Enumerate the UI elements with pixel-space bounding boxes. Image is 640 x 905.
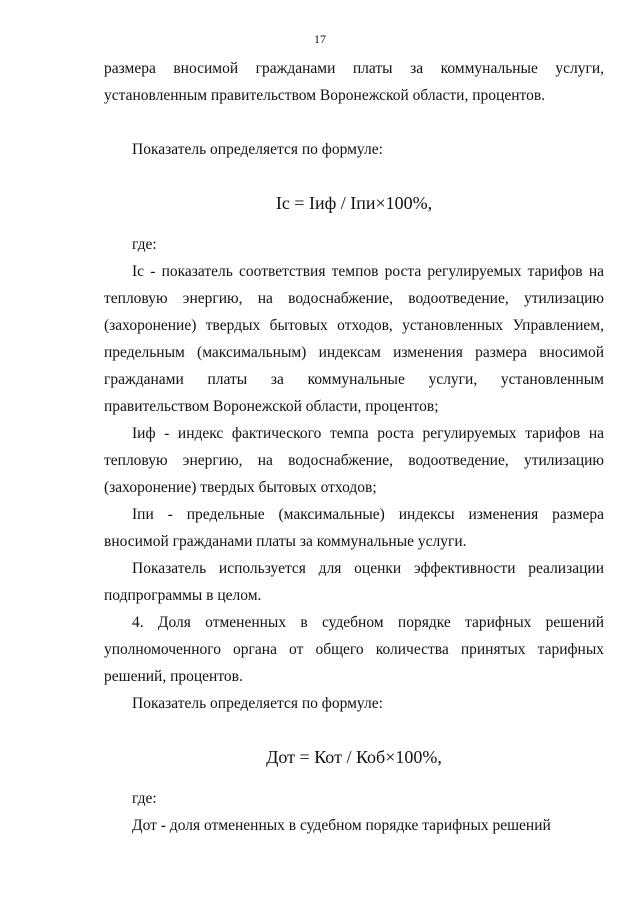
paragraph-continuation: размера вносимой гражданами платы за коммунальные услуги, установленным правительством Воронежской области, процентов.: [104, 60, 604, 104]
definition-ic: Iс - показатель соответствия темпов роста регулируемых тарифов на тепловую энергию, на водоснабжение, водоотведение, утилизацию (захоронение) твердых бытовых отходов, установленных Управлением, предельным (максимальным) индексам изменения размера вносимой гражданами платы за коммунальные услуги, установленным правительством Воронежской области, процентов;: [104, 263, 604, 415]
definition-ipi: Iпи - предельные (максимальные) индексы изменения размера вносимой гражданами платы за коммунальные услуги.: [104, 506, 604, 550]
formula-intro-2: Показатель определяется по формуле:: [132, 695, 383, 712]
document-body: [104, 55, 604, 839]
where-label-2: где:: [132, 790, 157, 807]
formula-intro: Показатель определяется по формуле:: [132, 141, 383, 158]
usage-note: Показатель используется для оценки эффективности реализации подпрограммы в целом.: [104, 560, 604, 604]
where-label: где:: [132, 236, 157, 253]
definition-iif: Iиф - индекс фактического темпа роста регулируемых тарифов на тепловую энергию, на водоснабжение, водоотведение, утилизацию (захоронение) твердых бытовых отходов;: [104, 425, 604, 496]
indicator-4-heading: 4. Доля отмененных в судебном порядке тарифных решений уполномоченного органа от общего количества принятых тарифных решений, процентов.: [104, 614, 604, 685]
page-number: 17: [314, 32, 326, 46]
formula-ic: Iс = Iиф / Iпи×100%,: [275, 193, 433, 213]
definition-dot: Дот - доля отмененных в судебном порядке тарифных решений: [132, 817, 551, 834]
formula-dot: Дот = Кот / Коб×100%,: [266, 747, 442, 767]
